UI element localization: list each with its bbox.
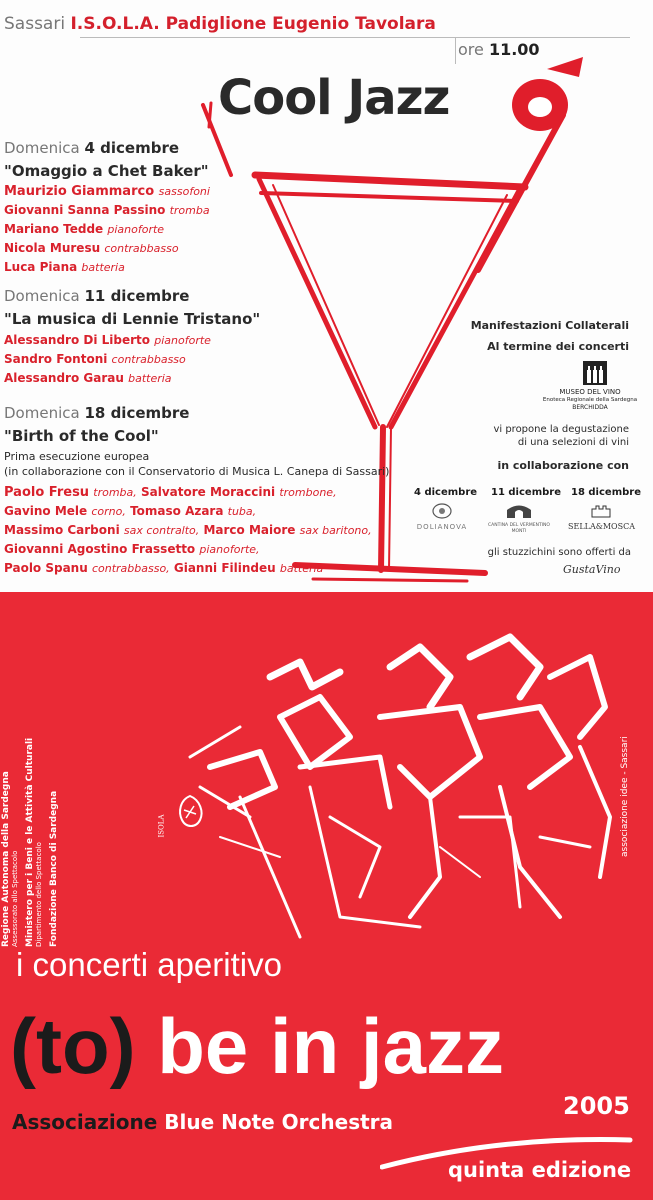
musician-line: Nicola Muresu contrabbasso (4, 241, 179, 255)
collateral-title: Manifestazioni Collaterali (470, 319, 629, 332)
header-rule (80, 37, 630, 38)
program-panel (0, 0, 653, 592)
winery-date-1: 4 dicembre (414, 487, 478, 498)
winery-date-2: 11 dicembre (491, 487, 561, 498)
jazz-band-illustration (180, 617, 620, 947)
time-prefix: ore (458, 40, 484, 59)
collaboration-note: (in collaborazione con il Conservatorio di Musica L. Canepa di Sassari) (4, 465, 390, 478)
tasting-line-2: di una selezioni di vini (517, 437, 629, 448)
org-name: Blue Note Orchestra (164, 1110, 394, 1134)
olive-garnish (512, 57, 583, 131)
series-title: Cool Jazz (218, 70, 450, 126)
after-concerts-label: Al termine dei concerti (487, 340, 629, 353)
winery-logo-dolianova: DOLIANOVA (416, 503, 468, 531)
edition: quinta edizione (448, 1158, 632, 1182)
musician-line: Paolo Fresu tromba, Salvatore Moraccini trombone, (4, 485, 337, 500)
toothpick (478, 115, 563, 270)
time-value: 11.00 (488, 40, 540, 59)
organizer (12, 1110, 393, 1134)
musician-line: Alessandro Di Liberto pianoforte (4, 333, 211, 347)
city-label: Sassari (4, 14, 66, 34)
sponsor-item: Fondazione Banco di Sardegna (49, 790, 59, 947)
collab-label: in collaborazione con (497, 459, 629, 472)
musician-line: Giovanni Agostino Frassetto pianoforte, (4, 542, 260, 556)
wine-bottles-icon (582, 360, 608, 386)
tasting-line-1: vi propone la degustazione (493, 424, 629, 435)
concert-1 (4, 139, 210, 277)
winery-logo-vermentino: CANTINA DEL VERMENTINO MONTI (484, 503, 554, 535)
gustavino-logo: GustaVino (563, 563, 621, 576)
musician-line: Paolo Spanu contrabbasso, Gianni Filindeu batteria (4, 561, 324, 575)
musician-line: Maurizio Giammarco sassofoni (4, 184, 210, 199)
concert-date: Domenica 18 dicembre (4, 404, 190, 422)
title-to: (to) (10, 1002, 136, 1090)
concert-title: "La musica di Lennie Tristano" (4, 310, 261, 328)
concert-title: "Birth of the Cool" (4, 427, 159, 445)
concert-3 (4, 404, 389, 578)
org-prefix: Associazione (12, 1110, 158, 1134)
concert-title: "Omaggio a Chet Baker" (4, 162, 209, 180)
venue-name: I.S.O.L.A. Padiglione Eugenio Tavolara (70, 14, 436, 34)
musician-line: Gavino Mele corno, Tomaso Azara tuba, (4, 504, 257, 518)
winery-logo-sellamosca: SELLA&MOSCA (568, 503, 634, 531)
year: 2005 (563, 1092, 630, 1120)
crest-icon (431, 503, 453, 519)
isola-logo: ISOLA (172, 792, 212, 852)
museum-logo (555, 360, 635, 390)
arch-icon (504, 503, 534, 519)
musician-line: Sandro Fontoni contrabbasso (4, 352, 186, 366)
concert-2 (4, 287, 260, 388)
premiere-note: Prima esecuzione europea (4, 450, 150, 463)
venue-header (4, 14, 436, 34)
sponsor-item: Regione Autonoma della Sardegna Assessorato allo Spettacolo (1, 771, 19, 947)
isola-emblem-icon (172, 792, 208, 832)
musician-line: Massimo Carboni sax contralto, Marco Maiore sax baritono, (4, 523, 372, 537)
winery-date-3: 18 dicembre (571, 487, 641, 498)
museum-sub2: BERCHIDDA (572, 404, 608, 411)
glass-left-side (259, 179, 375, 427)
concert-date: Domenica 4 dicembre (4, 139, 180, 157)
musician-line: Mariano Tedde pianoforte (4, 222, 165, 236)
castle-icon (590, 504, 612, 518)
cover-panel (0, 592, 653, 1200)
main-title (10, 994, 504, 1098)
sponsor-item: Ministero per i Beni e le Attività Culturali Dipartimento dello Spettacolo (25, 737, 43, 947)
musician-line: Alessandro Garau batteria (4, 371, 172, 385)
snacks-label: gli stuzzichini sono offerti da (487, 547, 631, 558)
museum-name: MUSEO DEL VINO (559, 388, 621, 396)
subtitle: i concerti aperitivo (16, 946, 282, 983)
assoc-idee-label: associazione idee - Sassari (620, 736, 630, 857)
sponsors-block (0, 737, 147, 947)
concert-date: Domenica 11 dicembre (4, 287, 190, 305)
museum-sub1: Enoteca Regionale della Sardegna (542, 397, 638, 403)
glass-rim (255, 175, 525, 187)
museum-caption (520, 388, 653, 412)
musician-line: Giovanni Sanna Passino tromba (4, 203, 210, 217)
title-rest: be in jazz (157, 1002, 504, 1090)
musician-line: Luca Piana batteria (4, 260, 125, 274)
